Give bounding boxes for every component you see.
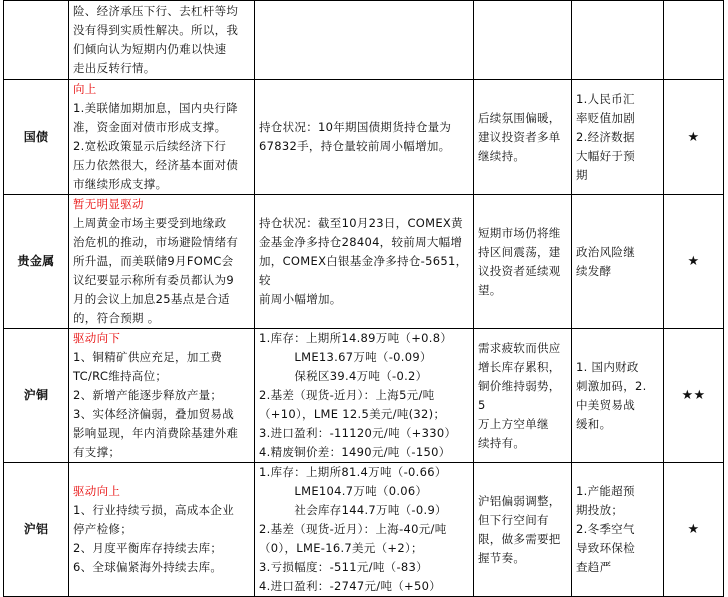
cell-line: 后续氛围偏暖， bbox=[478, 110, 561, 125]
cell-line: 议纪要显示称所有委员都认为9 bbox=[73, 273, 235, 287]
cell-line: 加，COMEX白银基金净多持仓-5651，较 bbox=[259, 254, 468, 287]
rating-stars bbox=[664, 1, 724, 80]
direction-label: 驱动向上 bbox=[73, 484, 121, 498]
cell-line: 6、全球偏紧海外持续去库。 bbox=[73, 560, 223, 574]
cell-line: 万上方空单继 bbox=[478, 416, 549, 431]
cell-line: 1.库存：上期所14.89万吨（+0.8） bbox=[259, 331, 453, 345]
strategy-cell bbox=[474, 1, 572, 80]
cell-line: 67832手，持仓量较前周小幅增加。 bbox=[259, 139, 451, 153]
cell-line: 保税区39.4万吨（-0.2） bbox=[259, 369, 428, 383]
cell-line: 期 bbox=[576, 167, 588, 182]
cell-line: 政治风险继 bbox=[576, 244, 635, 259]
cell-line: 3.进口盈利：-11120元/吨（+330） bbox=[259, 426, 457, 440]
position-cell bbox=[255, 80, 474, 195]
cell-line: 影响显现，年内消费除基建外难 bbox=[73, 426, 239, 440]
risk-cell bbox=[572, 80, 664, 195]
cell-line: 3、实体经济偏弱，叠加贸易战 bbox=[73, 407, 235, 421]
cell-line: 刺激加码，2. bbox=[576, 378, 647, 393]
table-row bbox=[4, 329, 724, 463]
direction-label: 向上 bbox=[73, 82, 97, 96]
risk-cell bbox=[572, 463, 664, 597]
cell-line: 续持有。 bbox=[478, 435, 526, 450]
cell-line: 望。 bbox=[478, 282, 502, 297]
cell-line: 继续持。 bbox=[478, 148, 526, 163]
cell-line: 持区间震荡，建 bbox=[478, 244, 561, 259]
cell-line: TC/RC维持高位； bbox=[73, 369, 168, 383]
commodity-name-cell: 沪铜 bbox=[4, 329, 69, 463]
strategy-cell bbox=[474, 195, 572, 329]
cell-line: LME104.7万吨（0.06） bbox=[259, 484, 428, 498]
cell-line: 1、行业持续亏损，高成本企业 bbox=[73, 503, 235, 517]
cell-line: 2.宽松政策显示后续经济下行 bbox=[73, 139, 227, 153]
table-row bbox=[4, 195, 724, 329]
cell-line: 议投资者延续观 bbox=[478, 263, 561, 278]
cell-line: 1.产能超预 bbox=[576, 484, 635, 498]
strategy-cell bbox=[474, 329, 572, 463]
cell-line: 4.精废铜价差：1490元/吨（-150） bbox=[259, 445, 451, 459]
rating-stars: ★★ bbox=[664, 329, 724, 463]
cell-line: 压力依然很大，经济基本面对债 bbox=[73, 158, 239, 172]
cell-line: 但下行空间有 bbox=[478, 512, 549, 527]
cell-line: （0），LME-16.7美元（+2）； bbox=[259, 541, 423, 555]
cell-line: 铜价维持弱势，5 bbox=[478, 378, 561, 412]
strategy-cell bbox=[474, 463, 572, 597]
cell-line: 2、月度平衡库存持续去库； bbox=[73, 541, 223, 555]
driver-cell bbox=[69, 80, 255, 195]
driver-cell bbox=[69, 1, 255, 80]
table-body bbox=[4, 1, 724, 597]
cell-line: 1、铜精矿供应充足，加工费 bbox=[73, 350, 223, 364]
cell-line: 3.亏损幅度：-511元/吨（-83） bbox=[259, 560, 428, 574]
position-cell bbox=[255, 463, 474, 597]
cell-line: 金基金净多持仓28404，较前周大幅增 bbox=[259, 235, 463, 249]
cell-line: 1. 国内财政 bbox=[576, 359, 639, 374]
cell-line: 查趋严 bbox=[576, 560, 612, 574]
cell-line: 2.基差（现货-近月）：上海5元/吨 bbox=[259, 388, 435, 402]
cell-line: 大幅好于预 bbox=[576, 148, 635, 163]
cell-line: 社会库存144.7万吨（-0.9） bbox=[259, 503, 447, 517]
cell-line: 险、经济承压下行、去杠杆等均 bbox=[73, 4, 239, 18]
cell-line: 率贬值加剧 bbox=[576, 110, 635, 125]
risk-cell bbox=[572, 1, 664, 80]
cell-line: 导致环保检 bbox=[576, 541, 635, 555]
commodity-name-cell bbox=[4, 1, 69, 80]
cell-line: 缓和。 bbox=[576, 416, 612, 431]
cell-line: 2.经济数据 bbox=[576, 129, 635, 144]
cell-line: 上周黄金市场主要受到地缘政 bbox=[73, 216, 227, 230]
table-row bbox=[4, 1, 724, 80]
cell-line: 前周小幅增加。 bbox=[259, 292, 342, 306]
commodity-name-cell: 沪铝 bbox=[4, 463, 69, 597]
cell-line: 需求疲软而供应 bbox=[478, 340, 561, 355]
commodity-name-cell: 贵金属 bbox=[4, 195, 69, 329]
cell-line: 的，符合预期 。 bbox=[73, 311, 160, 325]
driver-cell bbox=[69, 463, 255, 597]
cell-line: 走出反转行情。 bbox=[73, 61, 156, 75]
table-row bbox=[4, 463, 724, 597]
cell-line: 持仓状况：10年期国债期货持仓量为 bbox=[259, 120, 452, 134]
cell-line: 期投放； bbox=[576, 503, 624, 517]
cell-line: 短期市场仍将维 bbox=[478, 225, 561, 240]
commodity-name-cell: 国债 bbox=[4, 80, 69, 195]
risk-cell bbox=[572, 195, 664, 329]
cell-line: 没有得到实质性解决。所以，我 bbox=[73, 23, 239, 37]
cell-line: 4.进口盈利：-2747元/吨（+50） bbox=[259, 579, 442, 593]
cell-line: （+10），LME 12.5美元/吨(32)； bbox=[259, 407, 446, 421]
rating-stars: ★ bbox=[664, 463, 724, 597]
cell-line: 所升温，而美联储9月FOMC会 bbox=[73, 254, 234, 268]
cell-line: 治危机的推动，市场避险情绪有 bbox=[73, 235, 239, 249]
cell-line: 持仓状况：截至10月23日，COMEX黄 bbox=[259, 216, 463, 230]
position-cell bbox=[255, 329, 474, 463]
strategy-cell bbox=[474, 80, 572, 195]
table-row bbox=[4, 80, 724, 195]
cell-line: 停产检修； bbox=[73, 522, 132, 536]
cell-line: 沪铝偏弱调整， bbox=[478, 493, 561, 508]
driver-cell bbox=[69, 195, 255, 329]
cell-line: 建议投资者多单 bbox=[478, 129, 561, 144]
cell-line: 们倾向认为短期内仍难以快速 bbox=[73, 42, 227, 56]
driver-cell bbox=[69, 329, 255, 463]
cell-line: 1.人民币汇 bbox=[576, 91, 635, 106]
risk-cell bbox=[572, 329, 664, 463]
cell-line: 准，资金面对债市形成支撑。 bbox=[73, 120, 227, 134]
position-cell bbox=[255, 1, 474, 80]
rating-stars: ★ bbox=[664, 80, 724, 195]
cell-line: 1.库存：上期所81.4万吨（-0.66） bbox=[259, 465, 447, 479]
direction-label: 驱动向下 bbox=[73, 331, 121, 345]
cell-line: 限，做多需要把 bbox=[478, 531, 561, 546]
cell-line: 2、新增产能逐步释放产量； bbox=[73, 388, 223, 402]
cell-line: 2.冬季空气 bbox=[576, 522, 635, 536]
cell-line: 中美贸易战 bbox=[576, 397, 635, 412]
rating-stars: ★ bbox=[664, 195, 724, 329]
cell-line: 市继续形成支撑。 bbox=[73, 177, 168, 191]
position-cell bbox=[255, 195, 474, 329]
cell-line: 月的会议上加息25基点是合适 bbox=[73, 292, 230, 306]
cell-line: 握节奏。 bbox=[478, 550, 526, 565]
cell-line: LME13.67万吨（-0.09） bbox=[259, 350, 432, 364]
commodity-outlook-table bbox=[3, 0, 724, 597]
cell-line: 1.美联储加期加息，国内央行降 bbox=[73, 101, 238, 115]
cell-line: 增长库存累积， bbox=[478, 359, 561, 374]
cell-line: 2.基差（现货-近月）：上海-40元/吨 bbox=[259, 522, 447, 536]
cell-line: 续发酵 bbox=[576, 263, 612, 278]
direction-label: 暂无明显驱动 bbox=[73, 197, 144, 211]
cell-line: 有支撑； bbox=[73, 445, 121, 459]
